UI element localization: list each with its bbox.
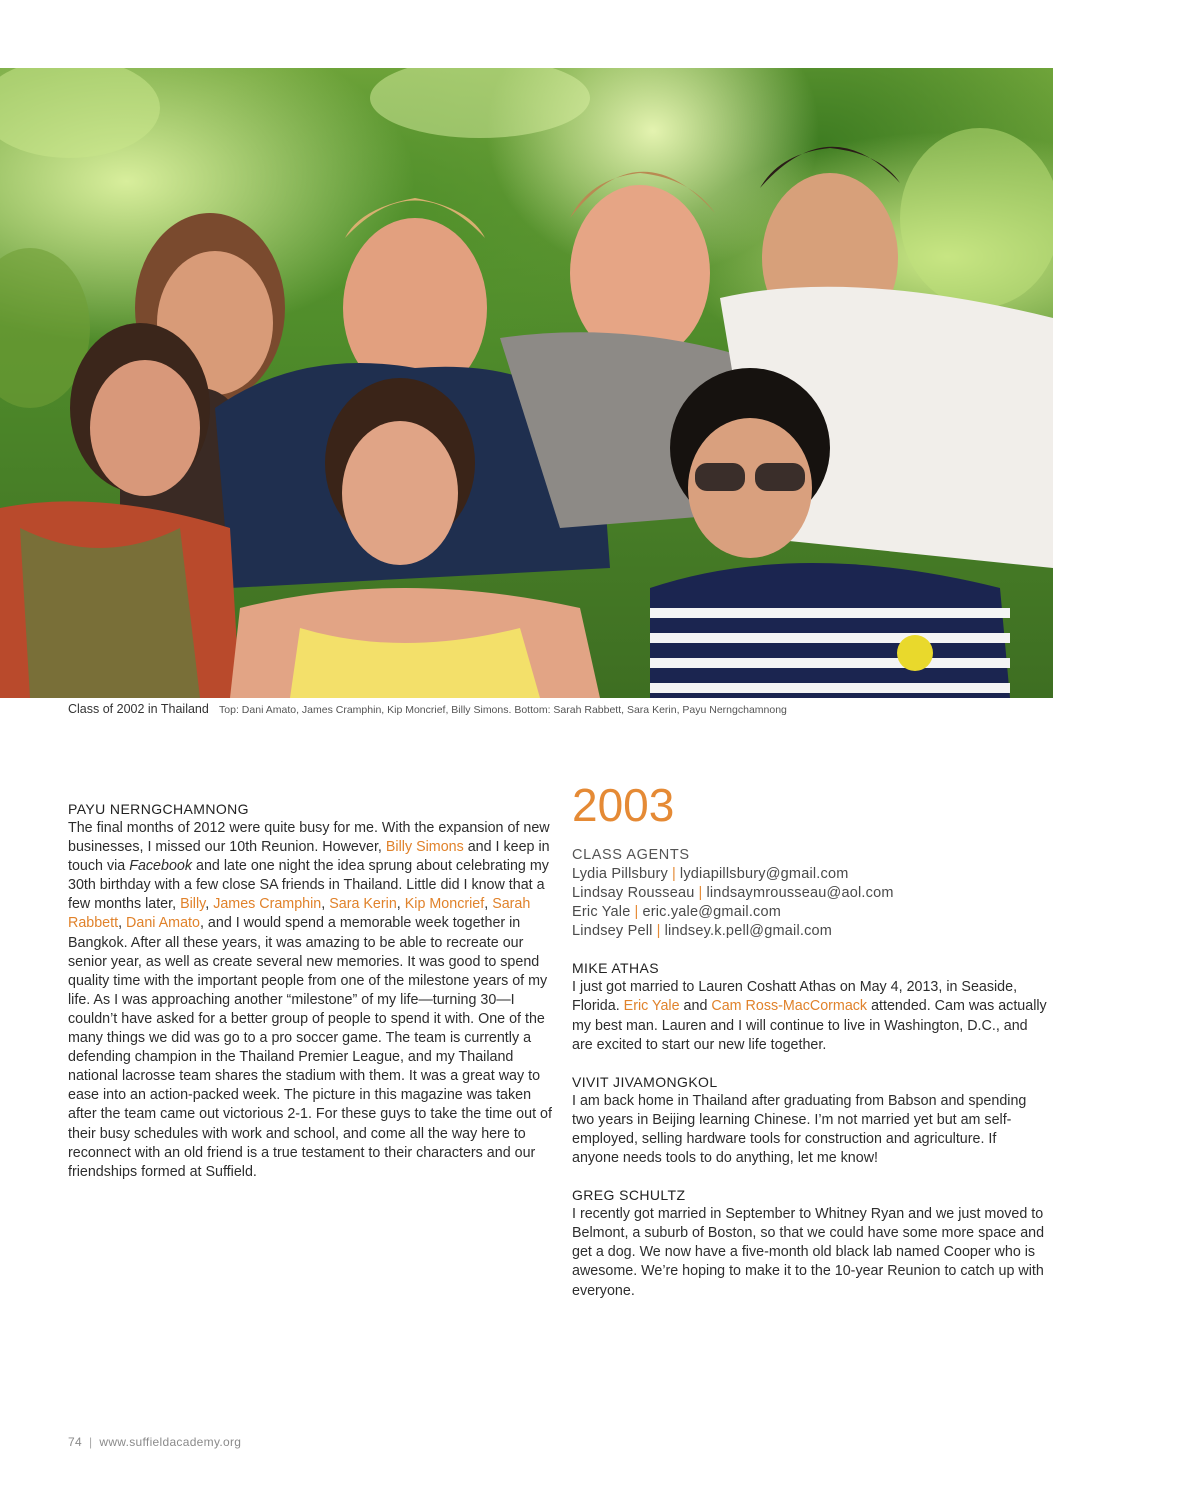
separator: | — [656, 923, 661, 940]
striped-shirt — [650, 563, 1010, 698]
text-segment: and late one night the idea sprung about celebrating my 30th birthday with a few close SA friends in Thailand. Little did I know that a few months later, — [68, 858, 549, 913]
group-photo-image — [0, 68, 1053, 698]
text-comma: , — [205, 896, 210, 913]
agent-email[interactable]: lindsey.k.pell@gmail.com — [664, 923, 833, 940]
separator: | — [634, 904, 639, 921]
agent-row — [572, 865, 1047, 884]
agent-row — [572, 922, 1047, 941]
link-sara-kerin[interactable]: Sara Kerin — [329, 896, 397, 913]
entry-name-payu: PAYU NERNGCHAMNONG — [68, 801, 249, 817]
photo-caption — [68, 702, 787, 716]
agent-email[interactable]: lindsaymrousseau@aol.com — [706, 885, 894, 902]
link-eric-yale[interactable]: Eric Yale — [623, 998, 680, 1015]
separator: | — [698, 885, 703, 902]
link-james-cramphin[interactable]: James Cramphin — [213, 896, 322, 913]
entry-text: I am back home in Thailand after graduating from Babson and spending two years in Beijing learning Chinese. I’m not married yet but am self-employed, selling hardware tools for construction and agriculture. If anyone needs tools to do anything, let me know! — [572, 1092, 1027, 1167]
caption-names: Top: Dani Amato, James Cramphin, Kip Moncrief, Billy Simons. Bottom: Sarah Rabbett, Sara Kerin, Payu Nerngchamnong — [219, 704, 787, 716]
agent-email[interactable]: lydiapillsbury@gmail.com — [679, 866, 849, 882]
entry-name: MIKE ATHAS — [572, 960, 659, 977]
class-agents-list — [572, 865, 1047, 941]
text-segment: , and I would spend a memorable week together in Bangkok. After all these years, it was amazing to be able to recreate our senior year, as well as create several new memories. It was good to spend quality time with the important people from one of the milestone years of my life. As I was approaching another “milestone” of my life—turning 30—I couldn’t have asked for a better group of people to spend it with. One of the many things we did was go to a pro soccer game. The team is currently a defending champion in the Thailand Premier League, and my Thailand national lacrosse team shares the stadium with them. It was a great way to ease into an action-packed week. The picture in this magazine was taken after the team came out victorious 2-1. For these guys to take the time out of their busy schedules with work and school, and come all the way here to reconnect with an old friend is a true testament to their characters and our friendships formed at Suffield. — [68, 915, 552, 1180]
text-segment: The final months of 2012 were quite busy for me. With the expansion of new businesses, I missed our 10th Reunion. However, — [68, 820, 550, 856]
agent-row — [572, 884, 1047, 903]
entry-text — [572, 978, 1047, 1054]
entry-vivit-jivamongkol — [572, 1073, 1047, 1168]
text-segment: and I keep in touch via — [68, 839, 550, 875]
text-segment: attended. Cam was actually my best man. Lauren and I will continue to live in Washington, D.C., and are excited to start our new life together. — [572, 998, 1047, 1053]
agent-email[interactable]: eric.yale@gmail.com — [642, 904, 782, 921]
agent-name: Lindsey Pell — [572, 923, 653, 940]
page-footer — [68, 1435, 241, 1449]
footer-separator: | — [88, 1435, 93, 1449]
caption-title: Class of 2002 in Thailand — [68, 702, 209, 716]
text-comma: , — [321, 896, 326, 913]
entry-name: VIVIT JIVAMONGKOL — [572, 1073, 718, 1090]
agent-name: Lindsay Rousseau — [572, 885, 695, 902]
link-billy-simons[interactable]: Billy Simons — [385, 839, 464, 856]
link-dani-amato[interactable]: Dani Amato — [126, 915, 200, 932]
agent-row — [572, 903, 1047, 922]
entry-greg-schultz — [572, 1186, 1047, 1300]
entry-mike-athas — [572, 959, 1047, 1054]
link-billy[interactable]: Billy — [180, 896, 206, 913]
entry-name: GREG SCHULTZ — [572, 1187, 686, 1204]
text-comma: , — [484, 896, 489, 913]
separator: | — [671, 866, 676, 882]
text-comma: , — [396, 896, 401, 913]
link-sarah-rabbett[interactable]: Sarah Rabbett — [68, 896, 531, 932]
left-column — [68, 800, 552, 1182]
text-facebook: Facebook — [129, 858, 193, 875]
class-agents-heading: CLASS AGENTS — [572, 847, 690, 863]
entry-text-payu — [68, 819, 552, 1182]
right-column — [572, 778, 1047, 1301]
class-year-heading: 2003 — [572, 779, 675, 831]
text-comma: , — [118, 915, 123, 932]
group-photo — [0, 68, 1053, 698]
text-segment: I just got married to Lauren Coshatt Athas on May 4, 2013, in Seaside, Florida. — [572, 979, 1018, 1015]
agent-name: Lydia Pillsbury — [572, 866, 668, 882]
text-segment: and — [683, 998, 708, 1015]
link-kip-moncrief[interactable]: Kip Moncrief — [404, 896, 485, 913]
footer-url[interactable]: www.suffieldacademy.org — [99, 1435, 242, 1449]
entry-text: I recently got married in September to Whitney Ryan and we just moved to Belmont, a suburb of Boston, so that we could have some more space and get a dog. We now have a five-month old black lab named Cooper who is awesome. We’re hoping to make it to the 10-year Reunion to catch up with everyone. — [572, 1206, 1045, 1299]
link-cam-ross-maccormack[interactable]: Cam Ross-MacCormack — [711, 998, 868, 1015]
page-number: 74 — [68, 1435, 82, 1449]
agent-name: Eric Yale — [572, 904, 631, 921]
